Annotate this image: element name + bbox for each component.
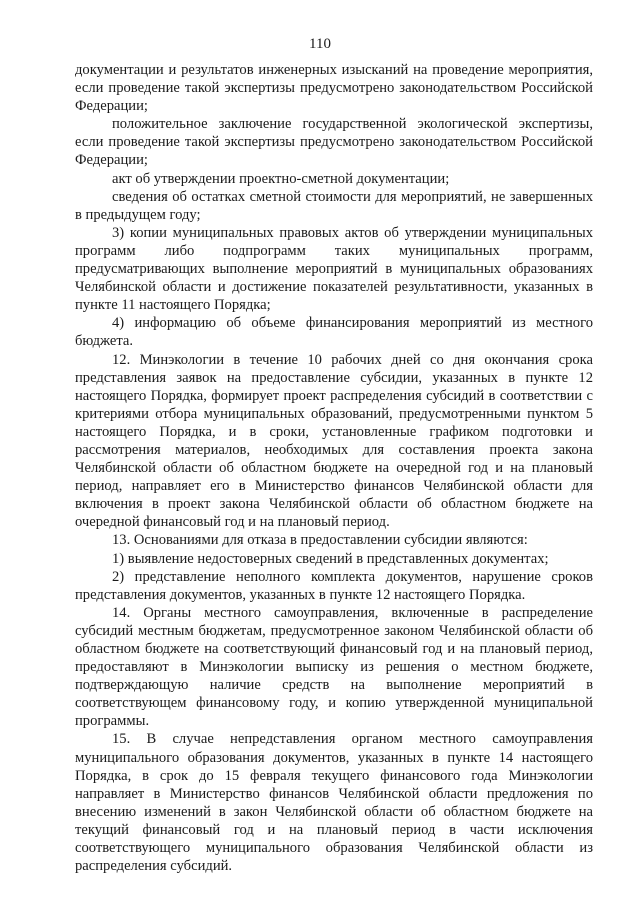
page-number: 110 <box>309 36 331 52</box>
paragraph-eco-expertise: положительное заключение государственной экологической экспертизы, если проведение такой экспертизы предусмотрено законодательством Российской Федерации; <box>75 116 593 169</box>
document-body <box>75 61 593 875</box>
paragraph-clause-14: 14. Органы местного самоуправления, включенные в распределение субсидий местным бюджетам, предусмотренное законом Челябинской области об областном бюджете на соответствующий финансовый год и на плановый период, предоставляют в Минэкологии выписку из решения о местном бюджете, подтверждающую наличие средств на выполнение мероприятий в соответствующем финансовому году, и копию утвержденной муниципальной программы. <box>75 604 593 730</box>
paragraph-cost-balances: сведения об остатках сметной стоимости для мероприятий, не завершенных в предыдущем году; <box>75 188 593 223</box>
paragraph-item-3: 3) копии муниципальных правовых актов об утверждении муниципальных программ либо подпрограмм таких муниципальных программ, предусматривающих выполнение мероприятий в муниципальных образованиях Челябинской области и достижение показателей результативности, указанных в пункте 11 настоящего Порядка; <box>75 224 593 314</box>
paragraph-clause-12: 12. Минэкологии в течение 10 рабочих дней со дня окончания срока представления заявок на предоставление субсидии, указанных в пункте 12 настоящего Порядка, формирует проект распределения субсидий в соответствии с критериями отбора муниципальных образований, предусмотренными пунктом 5 настоящего Порядка, и в сроки, установленные графиком подготовки и рассмотрения материалов, необходимых для составления проекта закона Челябинской области об областном бюджете на очередной год и на плановый период, направляет его в Министерство финансов Челябинской области для включения в проект закона Челябинской области об областном бюджете на очередной финансовый год и на плановый период. <box>75 351 593 531</box>
paragraph-clause-13-item-2: 2) представление неполного комплекта документов, нарушение сроков представления документов, указанных в пункте 12 настоящего Порядка. <box>75 568 593 603</box>
paragraph-continuation: документации и результатов инженерных изысканий на проведение мероприятия, если проведение такой экспертизы предусмотрено законодательством Российской Федерации; <box>75 62 593 115</box>
paragraph-estimate-act: акт об утверждении проектно-сметной документации; <box>112 170 450 187</box>
paragraph-clause-13-item-1: 1) выявление недостоверных сведений в представленных документах; <box>112 550 549 567</box>
paragraph-clause-13: 13. Основаниями для отказа в предоставлении субсидии являются: <box>112 532 528 549</box>
paragraph-item-4: 4) информацию об объеме финансирования мероприятий из местного бюджета. <box>75 315 593 350</box>
paragraph-clause-15: 15. В случае непредставления органом местного самоуправления муниципального образования документов, указанных в пункте 14 настоящего Порядка, в срок до 15 февраля текущего финансового года Минэкологии направляет в Министерство финансов Челябинской области предложения по внесению изменений в закон Челябинской области об областном бюджете на текущий финансовый год и на плановый период в части исключения соответствующего муниципального образования Челябинской области из распределения субсидий. <box>75 731 593 875</box>
